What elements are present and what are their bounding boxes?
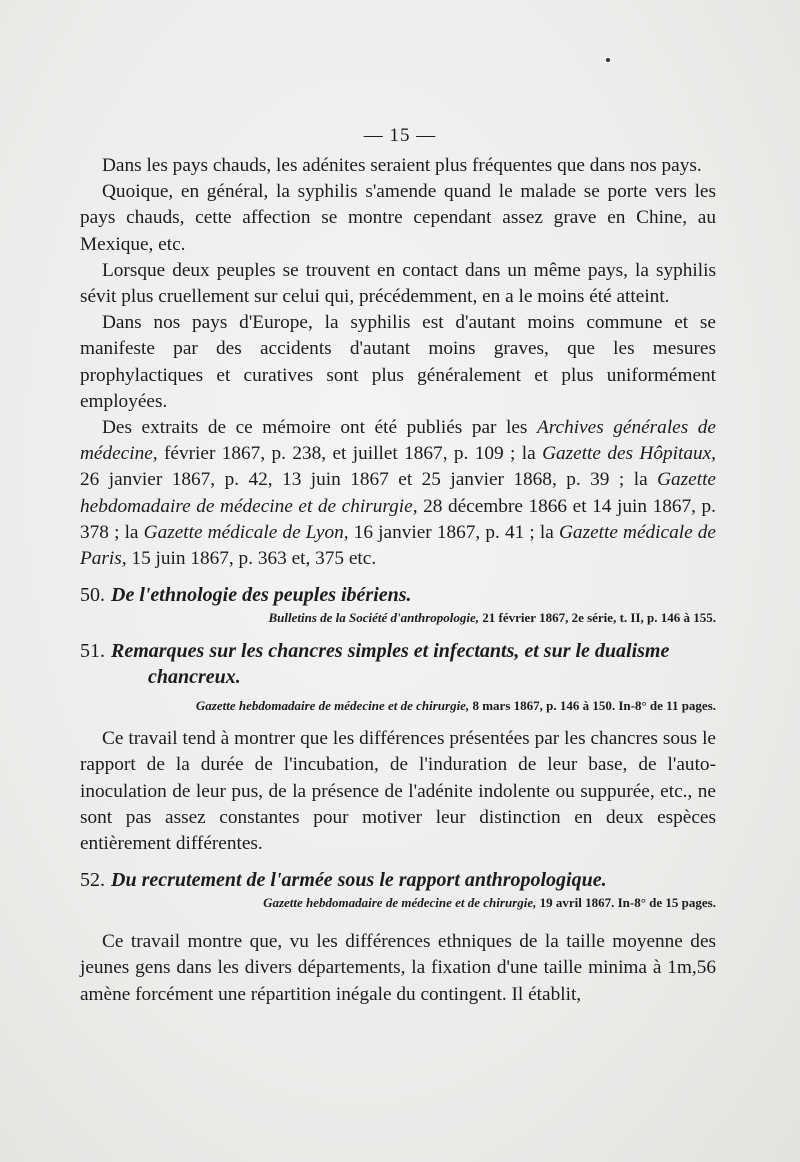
entry-51-cite-journal: Gazette hebdomadaire de médecine et de chirurgie, [195, 698, 470, 714]
extraits-journal-hopitaux: Gazette des Hôpitaux, [542, 443, 716, 465]
entry-52-title-text: Du recrutement de l'armée sous le rapport anthropologique. [111, 869, 607, 892]
entry-50-number: 50. [80, 584, 105, 607]
entry-51-citation [80, 696, 716, 716]
extraits-journal-paris: Gazette médicale de Paris, [80, 521, 716, 570]
entry-51-cite-details: 8 mars 1867, p. 146 à 150. In-8° de 11 pages. [469, 698, 716, 714]
page-body [80, 153, 716, 1008]
paragraph-adenites: Dans les pays chauds, les adénites seraient plus fréquentes que dans nos pays. [102, 155, 702, 176]
extraits-text-5: 16 janvier 1867, p. 41 ; la [348, 521, 559, 543]
paragraph-deux-peuples: Lorsque deux peuples se trouvent en contact dans un même pays, la syphilis sévit plus cruellement sur celui qui, précédemment, en a le moins été atteint. [80, 259, 716, 308]
entry-51-title-cont: chancreux. [148, 666, 241, 689]
extraits-text-3: 26 janvier 1867, p. 42, 13 juin 1867 et 25 janvier 1868, p. 39 ; la [80, 469, 658, 491]
entry-52-body: Ce travail montre que, vu les différences ethniques de la taille moyenne des jeunes gens dans les divers départements, la fixation d'une taille minima à 1m,56 amène forcément une répartition inégale du contingent. Il établit, [80, 931, 716, 1005]
extraits-journal-lyon: Gazette médicale de Lyon, [143, 521, 349, 543]
extraits-journal-hebdomadaire: Gazette hebdomadaire de médecine et de chirurgie, [80, 469, 716, 517]
entry-51-title [80, 638, 716, 690]
entry-51-title-text: Remarques sur les chancres simples et infectants, et sur le dualisme [111, 640, 670, 663]
extraits-text-1: Des extraits de ce mémoire ont été publiés par les [102, 417, 537, 439]
entry-50-cite-details: 21 février 1867, 2e série, t. II, p. 146 à 155. [479, 610, 716, 626]
entry-51-body: Ce travail tend à montrer que les différences présentées par les chancres sous le rapport de la durée de l'incubation, de l'induration de leur base, de l'auto-inoculation de leur pus, de la présence de l'adénite indolente ou suppurée, etc., ne sont pas assez constantes pour motiver leur distinction en deux espèces entièrement différentes. [80, 728, 716, 855]
extraits-text-2: février 1867, p. 238, et juillet 1867, p. 109 ; la [157, 443, 543, 465]
page-number: — 15 — [363, 125, 437, 146]
paragraph-extraits [80, 415, 716, 572]
entry-50-citation [80, 608, 716, 628]
extraits-journal-archives: Archives générales de médecine, [80, 417, 716, 465]
entry-52-cite-journal: Gazette hebdomadaire de médecine et de chirurgie, [263, 895, 537, 911]
extraits-text-6: 15 juin 1867, p. 363 et, 375 etc. [126, 548, 377, 570]
entry-50-cite-journal: Bulletins de la Société d'anthropologie, [268, 610, 480, 626]
extraits-text-4: 28 décembre 1866 et 14 juin 1867, p. 378 ; la [80, 495, 716, 543]
entry-52-title [80, 867, 716, 893]
paragraph-europe: Dans nos pays d'Europe, la syphilis est d'autant moins commune et se manifeste par des accidents d'autant moins graves, que les mesures prophylactiques et curatives sont plus généralement et plus uniformément employées. [80, 312, 716, 412]
entry-51-number: 51. [80, 640, 105, 663]
entry-50-title-text: De l'ethnologie des peuples ibériens. [111, 584, 412, 607]
entry-50-title [80, 582, 716, 608]
entry-52-number: 52. [80, 869, 105, 892]
paragraph-pays-chauds: Quoique, en général, la syphilis s'amende quand le malade se porte vers les pays chauds, cette affection se montre cependant assez grave en Chine, au Mexique, etc. [80, 181, 716, 255]
entry-52-citation [80, 893, 716, 913]
ink-speck [606, 58, 610, 62]
entry-52-cite-details: 19 avril 1867. In-8° de 15 pages. [536, 895, 716, 911]
